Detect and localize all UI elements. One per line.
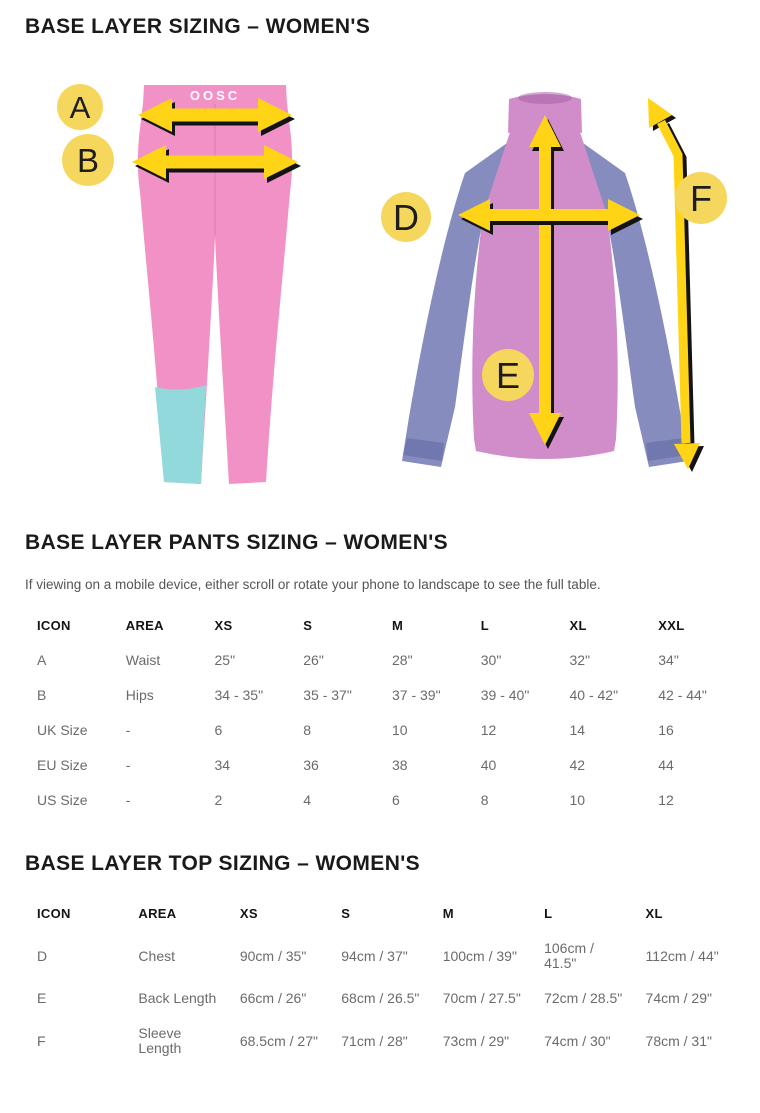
table-cell: 6 [214, 722, 223, 738]
table-cell: 74cm / 30" [544, 1032, 611, 1049]
table-cell: 42 - 44" [658, 687, 707, 703]
waistband-logo: OOSC [189, 88, 241, 103]
table-cell: 106cm / 41.5" [544, 940, 594, 971]
column-header: M [442, 906, 454, 921]
column-header: AREA [138, 906, 177, 921]
table-cell: B [37, 687, 47, 703]
table-cell: 40 - 42" [569, 687, 619, 703]
mobile-note: If viewing on a mobile device, either scroll or rotate your phone to landscape to see the full table. [25, 577, 601, 592]
table-cell: 34 - 35" [214, 687, 264, 703]
column-header: XL [569, 618, 587, 633]
table-cell: - [125, 757, 131, 773]
table-cell: 32" [569, 652, 591, 668]
table-cell: EU Size [37, 757, 88, 773]
top-section-heading: BASE LAYER TOP SIZING – WOMEN'S [25, 852, 421, 875]
measure-badge-b-letter: B [76, 142, 100, 179]
leggings-turquoise-panel [155, 385, 206, 484]
table-cell: 66cm / 26" [239, 990, 307, 1006]
table-header-row [25, 896, 735, 931]
measure-badge-a-letter: A [69, 90, 91, 125]
table-cell: 39 - 40" [480, 687, 530, 703]
table-cell: UK Size [37, 722, 88, 738]
table-cell: 71cm / 28" [341, 1032, 408, 1049]
table-cell: D [37, 947, 48, 964]
table-cell: 6 [392, 792, 400, 808]
table-cell: 44 [658, 757, 674, 773]
leggings-diagram [40, 67, 340, 497]
column-header: XXL [658, 618, 685, 633]
table-cell: 36 [303, 757, 319, 773]
pants-section-heading: BASE LAYER PANTS SIZING – WOMEN'S [25, 531, 449, 554]
table-row [25, 643, 735, 678]
table-cell: 35 - 37" [303, 687, 352, 703]
table-cell: 72cm / 28.5" [544, 990, 623, 1006]
table-cell: - [125, 792, 131, 808]
table-cell: 40 [480, 757, 497, 773]
table-cell: F [37, 1032, 46, 1049]
table-cell: 68.5cm / 27" [239, 1032, 318, 1049]
table-cell: 34" [658, 652, 679, 668]
table-cell: 12 [480, 722, 497, 738]
table-cell: 38 [392, 757, 408, 773]
column-header: ICON [37, 618, 71, 633]
table-cell: 42 [569, 757, 586, 773]
table-cell: E [37, 990, 47, 1006]
table-cell: 73cm / 29" [442, 1032, 510, 1049]
table-cell: 2 [214, 792, 223, 808]
table-cell: 8 [303, 722, 312, 738]
top-size-table [25, 896, 735, 1066]
column-header: M [392, 618, 404, 633]
column-header: L [544, 906, 553, 921]
table-cell: Waist [125, 652, 161, 668]
column-header: XL [645, 906, 663, 921]
column-header: XS [214, 618, 233, 633]
table-row [25, 678, 735, 713]
table-cell: A [37, 652, 47, 668]
table-cell: 94cm / 37" [341, 947, 408, 964]
table-cell: 10 [569, 792, 586, 808]
table-cell: 16 [658, 722, 674, 738]
table-cell: 70cm / 27.5" [442, 990, 521, 1006]
table-cell: 10 [392, 722, 408, 738]
table-cell: 14 [569, 722, 586, 738]
table-cell: 68cm / 26.5" [341, 990, 420, 1006]
table-cell: Sleeve Length [138, 1025, 182, 1056]
table-cell: 74cm / 29" [645, 990, 712, 1006]
table-cell: 100cm / 39" [442, 947, 517, 964]
top-collar-opening [518, 92, 572, 104]
table-row [25, 783, 735, 818]
table-cell: Hips [125, 687, 154, 703]
table-cell: 4 [303, 792, 312, 808]
table-cell: Chest [138, 947, 175, 964]
sizing-guide-page [0, 15, 760, 1066]
table-row [25, 713, 735, 748]
measure-badge-f-letter: F [690, 178, 712, 219]
table-cell: 8 [480, 792, 489, 808]
measure-badge-e-letter: E [495, 355, 521, 396]
top-diagram [375, 77, 735, 497]
table-row [25, 981, 735, 1016]
page-title: BASE LAYER SIZING – WOMEN'S [25, 15, 371, 38]
column-header: ICON [37, 906, 71, 921]
table-cell: 34 [214, 757, 231, 773]
column-header: S [341, 906, 351, 921]
table-cell: 112cm / 44" [645, 947, 719, 964]
table-cell: 28" [392, 652, 413, 668]
table-cell: 78cm / 31" [645, 1032, 712, 1049]
table-row [25, 748, 735, 783]
table-row [25, 931, 735, 981]
column-header: L [480, 618, 489, 633]
table-cell: 37 - 39" [392, 687, 441, 703]
measure-badge-d-letter: D [393, 197, 419, 238]
table-cell: 26" [303, 652, 324, 668]
table-cell: - [125, 722, 131, 738]
size-diagram [25, 67, 735, 497]
table-cell: US Size [37, 792, 88, 808]
column-header: AREA [125, 618, 164, 633]
column-header: XS [239, 906, 258, 921]
table-header-row [25, 608, 735, 643]
table-cell: Back Length [138, 990, 217, 1006]
column-header: S [303, 618, 313, 633]
table-cell: 12 [658, 792, 674, 808]
pants-size-table [25, 608, 735, 818]
table-cell: 30" [480, 652, 502, 668]
table-row [25, 1016, 735, 1066]
table-cell: 90cm / 35" [239, 947, 307, 964]
table-cell: 25" [214, 652, 236, 668]
